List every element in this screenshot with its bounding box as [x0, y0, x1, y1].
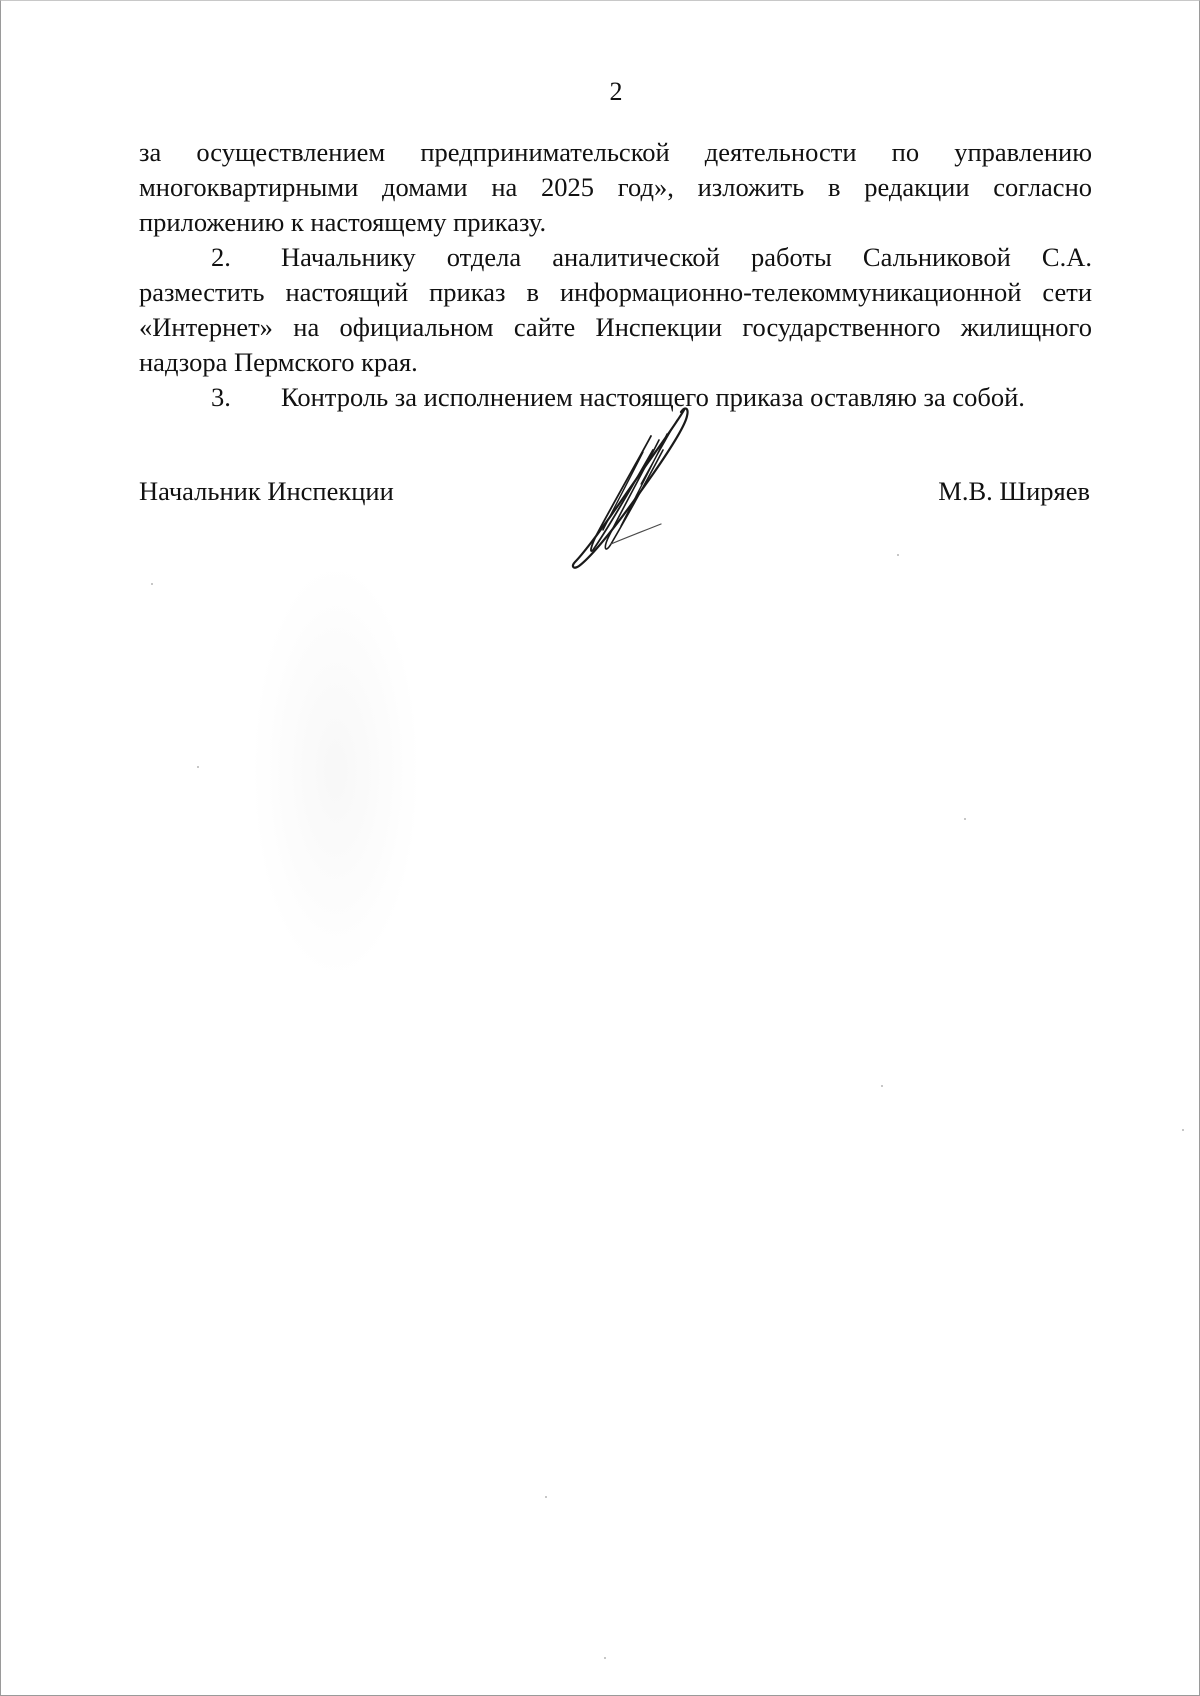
paragraph-item-2 — [139, 240, 1092, 380]
scan-speck — [604, 1657, 606, 1659]
page-number: 2 — [609, 77, 623, 106]
item-number: 3. — [211, 382, 231, 412]
item-text: Начальнику отдела аналитической работы Сальниковой С.А. разместить настоящий приказ в информационно-телекоммуникационной сети «Интернет» на официальном сайте Инспекции государственного жилищного надзора Пермского края. — [139, 242, 1092, 377]
item-text: Контроль за исполнением настоящего приказа оставляю за собой. — [281, 382, 1025, 412]
scan-speck — [1182, 1129, 1184, 1131]
item-number: 2. — [211, 242, 231, 272]
scan-artifact — [251, 561, 421, 981]
paragraph-continuation: за осуществлением предпринимательской деятельности по управлению многоквартирными домами на 2025 год», изложить в редакции согласно приложению к настоящему приказу. — [139, 137, 1092, 237]
signatory-role: Начальник Инспекции — [139, 476, 394, 506]
scan-speck — [545, 1496, 547, 1498]
scan-speck — [881, 1085, 883, 1087]
document-body — [139, 135, 1092, 415]
signatory-name: М.В. Ширяев — [938, 476, 1090, 506]
scan-speck — [897, 554, 899, 556]
scan-speck — [151, 583, 153, 585]
scan-speck — [964, 818, 966, 820]
handwritten-signature — [567, 404, 727, 569]
scan-speck — [197, 766, 199, 768]
